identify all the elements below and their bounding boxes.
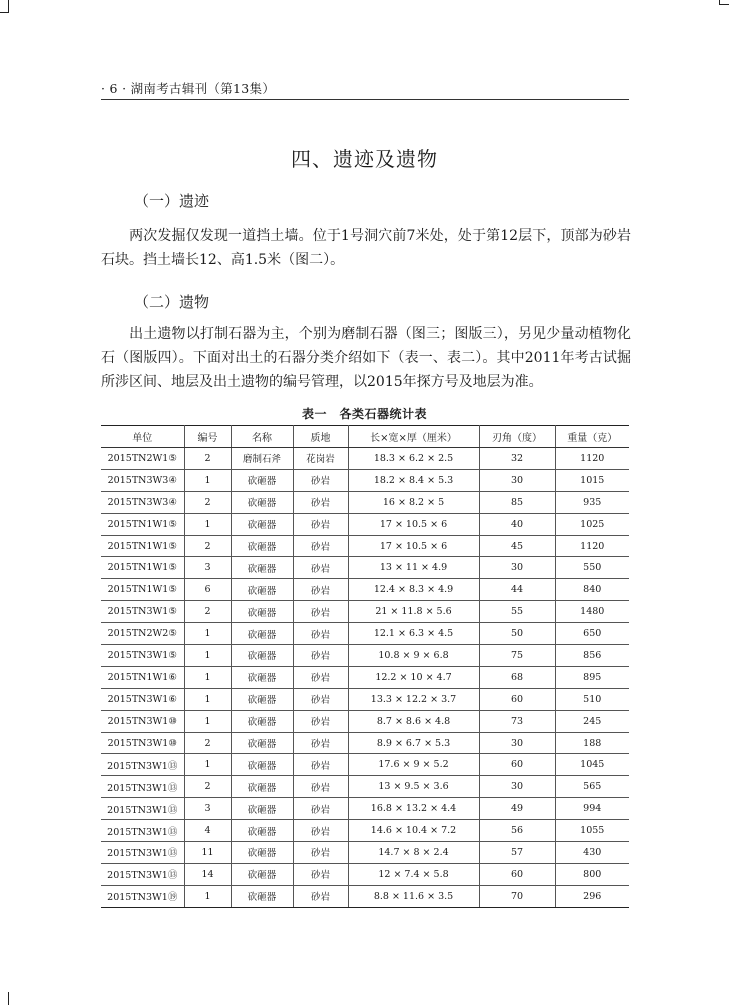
- table-cell: 砍砸器: [231, 535, 293, 557]
- table-cell: 30: [479, 557, 555, 579]
- table-header-row: [101, 426, 629, 448]
- table-cell: 45: [479, 535, 555, 557]
- table-cell: 砍砸器: [231, 491, 293, 513]
- table-cell: 1: [184, 666, 231, 688]
- table-cell: 73: [479, 710, 555, 732]
- table-cell: 70: [479, 885, 555, 907]
- table-cell: 2015TN1W1⑤: [101, 535, 184, 557]
- crop-mark-top-left-h: [0, 12, 9, 13]
- table-cell: 68: [479, 666, 555, 688]
- table-cell: 245: [555, 710, 629, 732]
- table-cell: 6: [184, 579, 231, 601]
- table-cell: 1: [184, 688, 231, 710]
- table-cell: 2015TN3W1⑲: [101, 885, 184, 907]
- table-cell: 2015TN3W1⑬: [101, 798, 184, 820]
- table-row: [101, 491, 629, 513]
- table-cell: 1120: [555, 535, 629, 557]
- table-cell: 14.7 × 8 × 2.4: [348, 842, 479, 864]
- table-row: [101, 448, 629, 470]
- table-cell: 1: [184, 710, 231, 732]
- table-cell: 砂岩: [293, 557, 348, 579]
- table-row: [101, 601, 629, 623]
- table-cell: 砍砸器: [231, 754, 293, 776]
- column-header: 名称: [231, 426, 293, 448]
- table-cell: 14: [184, 863, 231, 885]
- paragraph-artifacts-text: 出土遗物以打制石器为主，个别为磨制石器（图三；图版三），另见少量动植物化石（图版四）。下面对出土的石器分类介绍如下（表一、表二）。其中2011年考古试掘所涉区间、地层及出土遗物的编号管理，以2015年探方号及地层为准。: [101, 326, 631, 390]
- table-row: [101, 820, 629, 842]
- table-cell: 2: [184, 776, 231, 798]
- table-cell: 砂岩: [293, 491, 348, 513]
- table-row: [101, 469, 629, 491]
- table-cell: 砂岩: [293, 863, 348, 885]
- table-row: [101, 885, 629, 907]
- running-header: · 6 · 湖南考古辑刊（第13集）: [101, 81, 276, 96]
- table-cell: 8.8 × 11.6 × 3.5: [348, 885, 479, 907]
- table-cell: 12.1 × 6.3 × 4.5: [348, 623, 479, 645]
- table-cell: 2015TN3W3④: [101, 469, 184, 491]
- table-cell: 砂岩: [293, 579, 348, 601]
- table-row: [101, 754, 629, 776]
- table-cell: 2015TN3W1⑩: [101, 710, 184, 732]
- table-row: [101, 645, 629, 667]
- table-cell: 砍砸器: [231, 557, 293, 579]
- table-cell: 砍砸器: [231, 623, 293, 645]
- table-row: [101, 557, 629, 579]
- table-cell: 2015TN1W1⑤: [101, 557, 184, 579]
- table-cell: 18.2 × 8.4 × 5.3: [348, 469, 479, 491]
- table-cell: 3: [184, 557, 231, 579]
- table-cell: 800: [555, 863, 629, 885]
- table-cell: 856: [555, 645, 629, 667]
- table-cell: 895: [555, 666, 629, 688]
- table-cell: 砂岩: [293, 688, 348, 710]
- table-cell: 3: [184, 798, 231, 820]
- table-cell: 1: [184, 885, 231, 907]
- table-cell: 2015TN3W3④: [101, 491, 184, 513]
- table-cell: 85: [479, 491, 555, 513]
- table-cell: 16.8 × 13.2 × 4.4: [348, 798, 479, 820]
- table-cell: 砂岩: [293, 820, 348, 842]
- table-cell: 2015TN2W1⑤: [101, 448, 184, 470]
- table-row: [101, 623, 629, 645]
- table-cell: 2015TN3W1⑩: [101, 732, 184, 754]
- table-cell: 17 × 10.5 × 6: [348, 535, 479, 557]
- table-cell: 60: [479, 863, 555, 885]
- table-cell: 2015TN1W1⑥: [101, 666, 184, 688]
- table-cell: 650: [555, 623, 629, 645]
- table-cell: 1: [184, 469, 231, 491]
- table-cell: 1025: [555, 513, 629, 535]
- table-cell: 砍砸器: [231, 820, 293, 842]
- table-cell: 8.7 × 8.6 × 4.8: [348, 710, 479, 732]
- table-row: [101, 688, 629, 710]
- paragraph-remains: [101, 224, 631, 272]
- table-cell: 砂岩: [293, 732, 348, 754]
- table-cell: 430: [555, 842, 629, 864]
- table-caption: 表一 各类石器统计表: [301, 407, 427, 421]
- table-cell: 12.4 × 8.3 × 4.9: [348, 579, 479, 601]
- table-cell: 砍砸器: [231, 863, 293, 885]
- crop-mark-top-left-v: [8, 0, 9, 12]
- table-cell: 砂岩: [293, 601, 348, 623]
- stone-tools-table: [101, 425, 629, 908]
- table-cell: 30: [479, 469, 555, 491]
- table-cell: 砂岩: [293, 623, 348, 645]
- table-cell: 13 × 9.5 × 3.6: [348, 776, 479, 798]
- table-cell: 11: [184, 842, 231, 864]
- table-cell: 1120: [555, 448, 629, 470]
- table-cell: 砍砸器: [231, 842, 293, 864]
- table-cell: 砍砸器: [231, 688, 293, 710]
- table-cell: 18.3 × 6.2 × 2.5: [348, 448, 479, 470]
- table-cell: 砂岩: [293, 754, 348, 776]
- table-cell: 510: [555, 688, 629, 710]
- column-header: 重量（克）: [555, 426, 629, 448]
- table-cell: 2015TN2W2⑤: [101, 623, 184, 645]
- table-cell: 13.3 × 12.2 × 3.7: [348, 688, 479, 710]
- table-body: [101, 448, 629, 908]
- table-cell: 2015TN3W1⑬: [101, 754, 184, 776]
- table-cell: 40: [479, 513, 555, 535]
- table-cell: 14.6 × 10.4 × 7.2: [348, 820, 479, 842]
- table-row: [101, 535, 629, 557]
- table-cell: 16 × 8.2 × 5: [348, 491, 479, 513]
- table-row: [101, 579, 629, 601]
- table-cell: 砍砸器: [231, 885, 293, 907]
- table-row: [101, 732, 629, 754]
- table-cell: 8.9 × 6.7 × 5.3: [348, 732, 479, 754]
- table-cell: 840: [555, 579, 629, 601]
- table-cell: 56: [479, 820, 555, 842]
- table-cell: 砂岩: [293, 885, 348, 907]
- table-cell: 12.2 × 10 × 4.7: [348, 666, 479, 688]
- table-cell: 砂岩: [293, 776, 348, 798]
- table-cell: 砍砸器: [231, 798, 293, 820]
- table-row: [101, 798, 629, 820]
- table-cell: 1: [184, 645, 231, 667]
- table-cell: 75: [479, 645, 555, 667]
- table-cell: 砍砸器: [231, 732, 293, 754]
- table-cell: 砍砸器: [231, 579, 293, 601]
- column-header: 刃角（度）: [479, 426, 555, 448]
- table-cell: 2015TN3W1⑬: [101, 820, 184, 842]
- table-cell: 砍砸器: [231, 601, 293, 623]
- table-cell: 砍砸器: [231, 513, 293, 535]
- table-cell: 30: [479, 732, 555, 754]
- table-cell: 1: [184, 623, 231, 645]
- table-cell: 60: [479, 688, 555, 710]
- table-cell: 565: [555, 776, 629, 798]
- header-rule: [101, 99, 629, 100]
- crop-mark-top-right-h: [719, 4, 729, 5]
- table-cell: 砂岩: [293, 666, 348, 688]
- table-cell: 2: [184, 732, 231, 754]
- table-row: [101, 842, 629, 864]
- table-cell: 砂岩: [293, 469, 348, 491]
- table-cell: 1045: [555, 754, 629, 776]
- section-title: 四、遗迹及遗物: [291, 147, 438, 171]
- table-cell: 17.6 × 9 × 5.2: [348, 754, 479, 776]
- table-cell: 50: [479, 623, 555, 645]
- table-cell: 砍砸器: [231, 666, 293, 688]
- table-cell: 2015TN1W1⑤: [101, 579, 184, 601]
- table-cell: 2015TN1W1⑤: [101, 513, 184, 535]
- paragraph-artifacts: [101, 322, 631, 394]
- table-cell: 1015: [555, 469, 629, 491]
- table-row: [101, 513, 629, 535]
- table-cell: 砂岩: [293, 710, 348, 732]
- column-header: 长×宽×厚（厘米）: [348, 426, 479, 448]
- table-cell: 60: [479, 754, 555, 776]
- table-row: [101, 776, 629, 798]
- table-cell: 296: [555, 885, 629, 907]
- table-cell: 1: [184, 513, 231, 535]
- table-cell: 砍砸器: [231, 710, 293, 732]
- table-cell: 砍砸器: [231, 645, 293, 667]
- table-cell: 49: [479, 798, 555, 820]
- column-header: 单位: [101, 426, 184, 448]
- column-header: 编号: [184, 426, 231, 448]
- table-cell: 砂岩: [293, 798, 348, 820]
- table-cell: 2015TN3W1⑬: [101, 776, 184, 798]
- table-cell: 935: [555, 491, 629, 513]
- table-cell: 44: [479, 579, 555, 601]
- table-cell: 砂岩: [293, 645, 348, 667]
- table-cell: 1480: [555, 601, 629, 623]
- table-cell: 砂岩: [293, 842, 348, 864]
- table-cell: 30: [479, 776, 555, 798]
- table-cell: 1: [184, 754, 231, 776]
- table-cell: 2015TN3W1⑤: [101, 601, 184, 623]
- subsection-title-remains: （一）遗迹: [134, 192, 210, 210]
- table-cell: 砂岩: [293, 513, 348, 535]
- table-cell: 砂岩: [293, 535, 348, 557]
- table-cell: 188: [555, 732, 629, 754]
- table-cell: 10.8 × 9 × 6.8: [348, 645, 479, 667]
- table-cell: 2: [184, 601, 231, 623]
- table-row: [101, 666, 629, 688]
- table-cell: 2015TN3W1⑬: [101, 863, 184, 885]
- table-cell: 2015TN3W1⑤: [101, 645, 184, 667]
- table-cell: 13 × 11 × 4.9: [348, 557, 479, 579]
- table-cell: 砍砸器: [231, 776, 293, 798]
- table-row: [101, 863, 629, 885]
- table-cell: 1055: [555, 820, 629, 842]
- column-header: 质地: [293, 426, 348, 448]
- table-cell: 花岗岩: [293, 448, 348, 470]
- paragraph-remains-text: 两次发掘仅发现一道挡土墙。位于1号洞穴前7米处，处于第12层下，顶部为砂岩石块。挡土墙长12、高1.5米（图二）。: [101, 228, 631, 268]
- crop-mark-bottom-left-v: [8, 992, 9, 1005]
- subsection-title-artifacts: （二）遗物: [134, 293, 210, 311]
- table-cell: 994: [555, 798, 629, 820]
- table-cell: 2: [184, 491, 231, 513]
- table-cell: 57: [479, 842, 555, 864]
- table-cell: 17 × 10.5 × 6: [348, 513, 479, 535]
- table-cell: 砍砸器: [231, 469, 293, 491]
- table-cell: 2015TN3W1⑥: [101, 688, 184, 710]
- table-cell: 4: [184, 820, 231, 842]
- table-cell: 12 × 7.4 × 5.8: [348, 863, 479, 885]
- table-row: [101, 710, 629, 732]
- table-cell: 21 × 11.8 × 5.6: [348, 601, 479, 623]
- table-cell: 2015TN3W1⑬: [101, 842, 184, 864]
- table-cell: 2: [184, 448, 231, 470]
- table-cell: 磨制石斧: [231, 448, 293, 470]
- table-cell: 55: [479, 601, 555, 623]
- table-cell: 32: [479, 448, 555, 470]
- table-cell: 2: [184, 535, 231, 557]
- table-cell: 550: [555, 557, 629, 579]
